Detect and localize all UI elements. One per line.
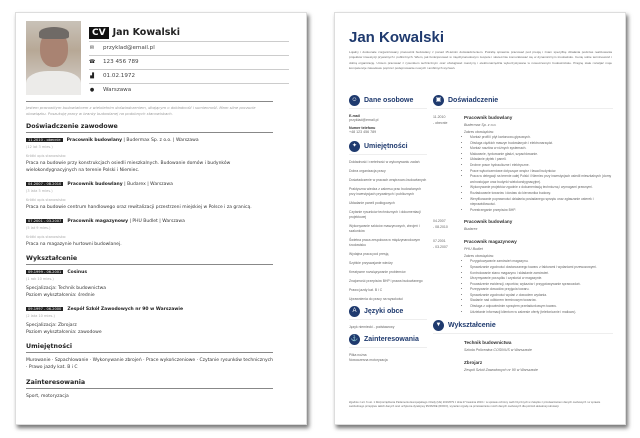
date-from: 04.2007 [433,219,446,224]
city: Warszawa [150,182,173,187]
cv-tag: CV [89,27,109,39]
education-level: Poziom wykształcenia: średnie [26,293,95,298]
experience-entry: 07.2001 - 03.2007 Pracownik magazynowy | PHU Budlet | Warszawa (5 lat 9 mies.) Krótki opis stanowiska: Praca na magazynie hurtowni budowlanej. [26,218,273,248]
birthday-cake-icon: ▟ [90,73,94,79]
description-label: Krótki opis stanowiska: [26,235,67,239]
section-education-title: Wykształcenie [26,255,273,265]
divider [26,101,273,102]
experience-entry [433,114,613,213]
skill-item: Uprawnienia do pracy na wysokości [349,297,403,301]
date-from: 07.2001 [433,239,446,244]
duties-label: Zakres obowiązków: [464,254,494,259]
interest-item: Nowoczesna motoryzacja [349,358,388,362]
cv-page-modern [334,12,626,425]
anchor-icon: ⚓ [349,334,360,345]
duty-item: • Utrzymywanie porządku i czystości w magazynie. [470,276,613,282]
duty-item: • Obsługa ciężkich maszyn budowlanych i elektronarzędzi. [470,141,613,147]
email-label: E-mail [349,114,360,118]
skill-item: Dokładność i rzetelność w wykonywaniu zadań [349,160,420,164]
duration: (3 lata 5 mies.) [26,189,53,193]
duty-item: • Drobne prace hydrauliczne i elektryczne. [470,163,613,169]
duty-item: • Przepywanie dowodów przyjęcia towaru. [470,287,613,293]
description: Praca na budowie przy konstrukcjach osiedli mieszkalnych. Budowanie domów i budynków wielokondygnacyjnych na terenie Polski i Niemiec. [26,161,231,173]
duty-item: • Wykonywanie projektów zgodnie z dokumentacją techniczną i wymogami prawnymi. [470,185,613,191]
date-badge: 09.1999 - 06.2001 [28,270,62,274]
duty-item: • Sprawdzanie zgodności dostarczanego towaru z fakturami i wydaniami przewozowymi. [470,265,613,271]
specialization: Specjalizacja: Technik budownictwa [26,286,107,291]
interests: Sport, motoryzacja [26,394,69,399]
date-badge: 09.1997 - 06.2000 [28,307,62,311]
duty-item: • Prowadzenie ewidencji, raportów, wykazów i przygotowywanie sprawozdań. [470,282,613,288]
contact-birthdate: ▟ 01.02.1972 [89,69,289,83]
profile-photo [26,21,81,95]
school: Zespół Szkół Zawodowych nr 90 w Warszawie [464,368,538,373]
language-item: Język niemiecki - podstawowy [349,325,395,329]
company: Budermax Sp. z o.o. [464,123,497,127]
interest-item: Piłka nożna [349,353,367,357]
skill-item: Świetna praca zespołowa w międzynarodowym środowisku [349,238,421,247]
company: Budermax Sp. z o.o. [126,138,172,143]
date-to: - 03.2007 [433,245,448,250]
contact-email: ✉ przyklad@email.pl [89,41,289,55]
experience-entry: 04.2007 - 08.2010 Pracownik budowlany | Budarex | Warszawa (3 lata 5 mies.) Krótki opis stanowiska: Praca na budowie centrum handlowego oraz rewitalizacji przestrzeni miejskiej w Polsce i za granicą. [26,181,273,211]
skill-item: Wydajna praca pod presją [349,252,389,256]
duty-item: • Przestrzeganie przepisów BHP. [470,208,613,214]
briefcase-icon: ▣ [433,95,444,106]
skill-item: Układanie paneli podłogowych [349,201,395,205]
duty-item: • Malowanie, tynkowanie gładzi, szpachlowanie. [470,152,613,158]
education-entry [26,306,273,336]
date-badge: 07.2001 - 03.2007 [28,219,62,223]
right-column [433,95,613,379]
gdpr-clause: Zgodnie z art. 6 ust. 1 Rozporządzenia Parlamentu Europejskiego i Rady (UE) 2016/679 z dnia 27 kwietnia 2016 r. w sprawie ochrony osób fizycznych w związku z przetwarzaniem danych osobowych i w sprawie swobodnego przepływu takich danych oraz uchylenia dyrektywy 95/46/WE (RODO), wyrażam zgodę na przetwarzanie moich danych osobowych dla potrzeb aktualnej rekrutacji. [349,401,601,409]
description-label: Krótki opis stanowiska: [26,198,67,202]
description: Praca na budowie centrum handlowego oraz rewitalizacji przestrzeni miejskiej w Polsce i za granicą. [26,205,252,210]
job-title: Pracownik budowlany [464,219,513,225]
section-interests-title: Zainteresowania [26,379,273,389]
city: Warszawa [175,138,199,143]
school: Zespół Szkół Zawodowych nr 90 w Warszawie [67,307,183,312]
summary: Jestem pracowitym budowlańcem z wieloletnim doświadczeniem, dbającym o dokładność i sumienność. Mam silne poczucie obowiązku. Poszukuję pracy w branży budowlanej na podobnych stanowiskach. [26,106,256,116]
duty-item: • Kontrolowanie stanu magazynu i składanie zamówień. [470,271,613,277]
date-to: - obecnie [433,121,448,125]
skill-item: Wykonywanie szkiców maszynowych, zbrojeń i szalunków [349,224,420,233]
candidate-name: Jan Kowalski [112,27,180,38]
skill-item: Kreatywne rozwiązywanie problemów [349,270,406,274]
skill-item: Praktyczna wiedza z zakresu prac budowlanych przy inwestycjach prywatnych i publicznych [349,187,421,196]
duty-item: • Praca w delegacji na terenie całej Polski i Niemiec przy inwestycjach osiedli mieszkalnych (domy wolnostojące oraz budynki wielokondygnacyjne). [470,174,613,185]
specialization: Specjalizacja: Zbrojarz [26,323,77,328]
graduation-cap-icon: ▼ [433,320,444,331]
job-title: Pracownik magazynowy [67,219,129,224]
contact-phone: ☎ 123 456 789 [89,55,289,69]
duration: (1 rok 10 mies.) [26,277,54,281]
left-column [349,95,427,367]
company: PHU Budlet [132,219,158,224]
section-languages-title: Języki obce [364,308,404,315]
duty-item: • Rozładowanie towarów i dostaw do kierownika budowy. [470,191,613,197]
job-title: Pracownik budowlany [464,115,513,120]
education-entry [433,339,613,354]
company: Budarex [464,227,478,232]
duty-item: • Siadanie nad odbiorem terminowym towarów. [470,298,613,304]
duty-item: • Udzielanie informacji klientom w zakresie oferty (telefonicznie i mailowo). [470,310,613,316]
section-interests-title: Zainteresowania [364,336,419,343]
duties-label: Zakres obowiązków: [464,130,494,134]
description: Praca na magazynie hurtowni budowlanej. [26,242,122,247]
section-skills-title: Umiejętności [26,343,273,353]
company: Budarex [127,182,146,187]
user-icon: ☺ [349,95,360,106]
duty-item: • Weryfikowanie poprawności działania posiadanego sprzętu oraz zgłaszanie usterek i nieprawidłowości. [470,197,613,208]
phone-label: Numer telefonu [349,126,376,130]
job-title: Pracownik budowlany [67,182,123,187]
date-from: 11.2010 [433,115,446,119]
skill-item: Doświadczenie w pracach wnętrzowo-budowlanych [349,178,427,182]
date-badge: 11.2010 - obecnie [28,138,61,142]
experience-entry [433,218,613,233]
skill-item: Prawo jazdy kat. B i C [349,288,383,292]
email-value: przyklad@email.pl [349,118,379,122]
experience-entry [433,238,613,315]
cv-page-classic [15,12,307,425]
section-experience-title: Doświadczenie [448,97,499,104]
duty-item: • Montaż rusztów w różnych systemach. [470,146,613,152]
company: PHU Budlet [464,247,483,252]
contact-location: ● Warszawa [89,83,289,97]
candidate-name: Jan Kowalski [349,29,445,46]
summary: Lojalny i doskonale zorganizowany pracownik budowlany z ponad 15-letnim doświadczeniem. Potrafię sprawnie pracować pod presją i znam specyfikę działania podczas realizowania projektów inwestycji prywatnych i publicznych. Wiem, jak funkcjonować w międzynarodowym zespole i skutecznie komunikować się w dynamicznym środowisku. Cenię sobie terminowość i dobrą organizację. Umiem pracować z rysunkiem technicznym oraz obsługiwać maszyny i elektronarzędzia wykorzystywane w nowoczesnym budownictwie. Pragnę stale rozwijać moje kompetencje zawodowe poprzez podejmowanie nowych i ambitnych wyzwań. [349,50,612,71]
language-icon: A [349,306,360,317]
envelope-icon: ✉ [89,45,95,51]
city: Warszawa [162,219,185,224]
education-title: Zbrojarz [464,360,483,366]
location-pin-icon: ● [89,87,95,93]
school: Szkoła Policealna COSINUS w Warszawie [464,348,532,353]
education-entry [26,269,273,299]
date-to: - 08.2010 [433,225,448,230]
duty-item: • Układanie płytek i paneli. [470,157,613,163]
section-skills-title: Umiejętności [364,143,408,150]
education-level: Poziom wykształcenia: zawodowe [26,330,102,335]
skill-item: Szybkie przyswajanie wiedzy [349,261,393,265]
job-title: Pracownik budowlany [66,138,122,143]
lightbulb-icon: ✦ [349,141,360,152]
job-title: Pracownik magazynowy [464,239,517,245]
phone-icon: ☎ [89,59,96,65]
education-title: Technik budownictwa [464,340,512,346]
date-badge: 04.2007 - 08.2010 [28,182,62,186]
duty-item: • Przygotowywanie zamówień magazynu. [470,259,613,265]
duration: (2 lata 10 mies.) [26,314,55,318]
section-experience-title: Doświadczenie zawodowe [26,123,273,133]
school: Cosinus [67,270,88,275]
duration: (5 lat 9 mies.) [26,226,51,230]
phone-value: +48 123 456 789 [349,130,377,134]
section-education-title: Wykształcenie [448,322,496,330]
skills-list: Murowanie · Szpachlowanie · Wykonywanie zbrojeń · Prace wykończeniowe · Czytanie rysunków technicznych · Prawo jazdy kat. B i C [26,358,273,370]
duty-item: • Prace wykończeniowe dotyczące wnętrz i fasad budynków. [470,169,613,175]
skill-item: Czytanie rysunków technicznych i dokumentacji projektowej [349,210,421,219]
duty-item: • Sprawdzanie zgodności wydań z dowodem wydania. [470,293,613,299]
duty-item: • Montaż profili i płyt kartonowo-gipsowych. [470,135,613,141]
experience-entry: 11.2010 - obecnie Pracownik budowlany | Budermax Sp. z o.o. | Warszawa (12 lat 3 mies.) Krótki opis stanowiska: Praca na budowie przy konstrukcjach osiedli mieszkalnych. Budowanie domów i budynków wielokondygnacyjnych na terenie Polski i Niemiec. [26,137,273,174]
cv-header [89,20,289,97]
section-personal-title: Dane osobowe [364,97,414,104]
duty-item: • Obsługa z odpowiednim sprzętem przeładunkowym towaru. [470,304,613,310]
education-entry [433,359,613,374]
skill-item: Znajomość przepisów BHP i prawa budowlanego [349,279,423,283]
duration: (12 lat 3 mies.) [26,145,53,149]
description-label: Krótki opis stanowiska: [26,154,67,158]
skill-item: Dobra organizacja pracy [349,169,386,173]
